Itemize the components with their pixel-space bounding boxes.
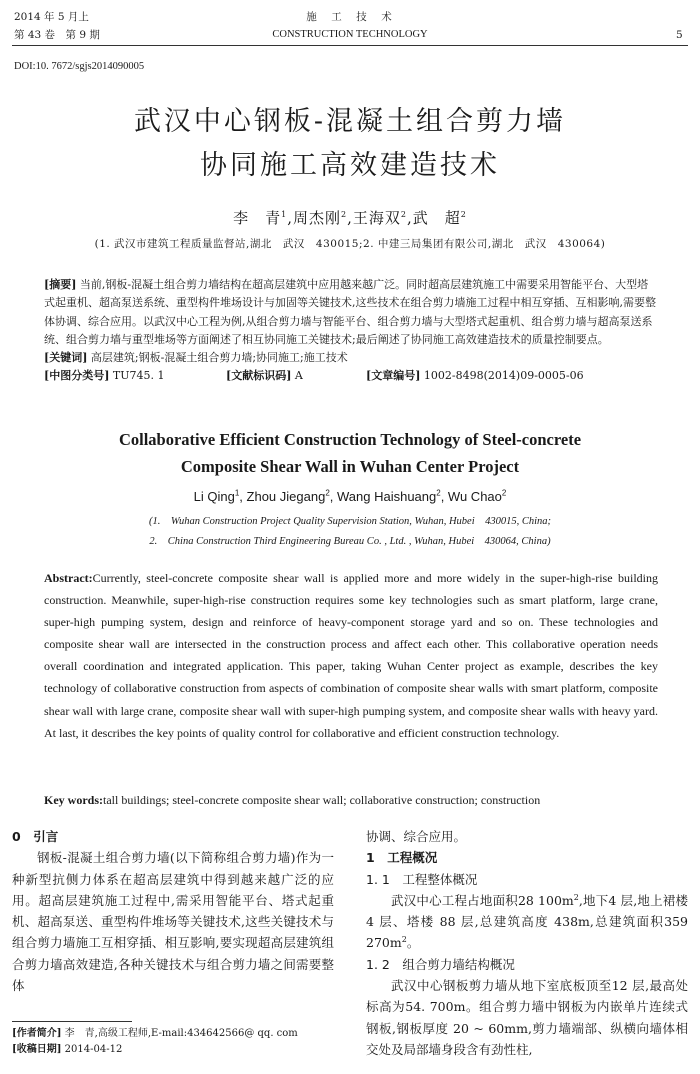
clc-value: TU745. 1 xyxy=(112,369,165,383)
clc-label: [中图分类号] xyxy=(44,369,110,383)
author-cn-1: 李 青 xyxy=(233,209,282,227)
author-cn-3: ,王海双 xyxy=(347,209,401,227)
title-cn-line1: 武汉中心钢板-混凝土组合剪力墙 xyxy=(133,106,567,137)
intro-continuation: 协调、综合应用。 xyxy=(366,829,467,844)
affiliation-en-line1: (1. Wuhan Construction Project Quality Supervision Station, Wuhan, Hubei 430015, China; xyxy=(148,516,552,527)
header-rule xyxy=(12,45,688,46)
section-1-2-paragraph: 武汉中心钢板剪力墙从地下室底板顶至12 层,最高处标高为54. 700m。组合剪力墙中钢板为内嵌单片连续式钢板,钢板厚度 20 ~ 60mm,剪力墙端部、纵横向墙体相交处及局部墙身段含有劲性柱, xyxy=(366,978,688,1057)
title-en-line1: Collaborative Efficient Construction Technology of Steel-concrete xyxy=(118,430,582,449)
abstract-en-text: Currently, steel-concrete composite shear wall is applied more and more widely in the super-high-rise building construction. Meanwhile, super-high-rise construction requires some key technologies such as smart platform, large crane, super-high pumping system, design and reinforce of heavy-component storage yard and so on. These technologies and composite shear wall are intersected in the construction process and affect each other. This collaborative operation needs overall coordination and integrated application. This paper, taking Wuhan Center project as example, describes the key technology of collaborative construction from aspects of combination of composite shear walls with smart platform, composite shear wall with large crane, composite shear wall with super-high pumping system, and composite shear walls with heavy yard. At last, it describes the key points of quality control for collaborative and efficient construction technology. xyxy=(44,571,658,740)
intro-paragraph: 钢板-混凝土组合剪力墙(以下简称组合剪力墙)作为一种新型抗侧力体系在超高层建筑中得到越来越广泛的应用。超高层建筑施工过程中,需采用智能平台、塔式起重机、超高泵送、重型构件堆场等关键技术,这些关键技术与组合剪力墙施工互相穿插、相互影响,要实现超高层建筑组合剪力墙高效建造,各种关键技术与组合剪力墙之间需要整体 xyxy=(12,850,334,994)
article-no-value: 1002-8498(2014)09-0005-06 xyxy=(423,369,584,383)
keywords-cn-label: [关键词] xyxy=(44,351,88,365)
title-en-line2: Composite Shear Wall in Wuhan Center Project xyxy=(180,457,520,476)
author-en-3: , Wang Haishuang xyxy=(329,489,437,504)
keywords-en-block xyxy=(44,789,658,811)
footnote-author: [作者简介] 李 青,高级工程师,E-mail:434642566@ qq. com xyxy=(12,1028,298,1039)
author-cn-4: ,武 超 xyxy=(406,209,461,227)
journal-name-en: CONSTRUCTION TECHNOLOGY xyxy=(272,29,428,40)
affiliation-en-line2: 2. China Construction Third Engineering Bureau Co. , Ltd. , Wuhan, Hubei 430064, China) xyxy=(149,536,551,547)
title-cn-line2: 协同施工高效建造技术 xyxy=(200,150,500,181)
section-1-1-heading: 1. 1 工程整体概况 xyxy=(366,871,478,887)
abstract-en xyxy=(44,567,658,744)
body-right-column xyxy=(366,826,688,1060)
footnote-rule xyxy=(12,1021,132,1022)
doc-code-label: [文献标识码] xyxy=(226,369,292,383)
abstract-cn-label: [摘要] xyxy=(44,278,77,291)
page-number: 5 xyxy=(676,29,683,41)
issue-volume: 第 43 卷 第 9 期 xyxy=(14,29,100,41)
author-en-4: , Wu Chao xyxy=(440,489,502,504)
abstract-cn-text: 当前,钢板-混凝土组合剪力墙结构在超高层建筑中应用越来越广泛。同时超高层建筑施工中需要采用智能平台、大型塔式起重机、超高泵送系统、重型构件堆场设计与加固等关键技术,这些技术在组合剪力墙施工过程中相互穿插、互相影响,需要整体协调、综合应用。以武汉中心工程为例,从组合剪力墙与智能平台、组合剪力墙与大型塔式起重机、组合剪力墙与超高泵送系统、组合剪力墙与重型堆场等方面阐述了相互协同施工关键技术;最后阐述了协同施工高效建造技术的质量控制要点。 xyxy=(44,278,656,346)
authors-cn: 李 青$^1$,周杰刚$^2$,王海双$^2$,武 超$^2$ xyxy=(233,209,467,227)
doc-code-value: A xyxy=(294,369,303,383)
keywords-cn: 高层建筑;钢板-混凝土组合剪力墙;协同施工;施工技术 xyxy=(90,351,348,365)
article-no-label: [文章编号] xyxy=(366,369,421,383)
journal-name-cn: 施 工 技 术 xyxy=(306,11,394,23)
author-en-1: Li Qing xyxy=(193,489,235,504)
author-en-2: , Zhou Jiegang xyxy=(239,489,326,504)
abstract-en-label: Abstract: xyxy=(44,571,93,585)
doi: DOI:10. 7672/sgjs2014090005 xyxy=(14,61,145,72)
keywords-en: tall buildings; steel-concrete composite shear wall; collaborative construction; construction xyxy=(103,793,541,807)
author-cn-2: ,周杰刚 xyxy=(287,209,342,227)
authors-en: Li Qing$^1$, Zhou Jiegang$^2$, Wang Haishuang$^2$, Wu Chao$^2$ xyxy=(193,488,507,504)
body-left-column xyxy=(12,826,334,996)
abstract-cn xyxy=(44,276,658,386)
section-1-2-heading: 1. 2 组合剪力墙结构概况 xyxy=(366,956,515,972)
keywords-en-label: Key words: xyxy=(44,793,103,807)
footnote-received: [收稿日期] 2014-04-12 xyxy=(12,1044,123,1055)
section-1-1-paragraph: 武汉中心工程占地面积28 $100m^2$,地下4 层,地上裙楼 4 层、塔楼 88 层,总建筑高度 438m,总建筑面积359 $270m^2$。 xyxy=(366,892,689,951)
section-1-heading: 1 工程概况 xyxy=(366,850,438,866)
issue-date: 2014 年 5 月上 xyxy=(14,11,89,23)
section-0-heading: 0 引言 xyxy=(12,829,59,844)
affiliation-cn: (1. 武汉市建筑工程质量监督站,湖北 武汉 430015;2. 中建三局集团有限公司,湖北 武汉 430064) xyxy=(94,238,606,250)
